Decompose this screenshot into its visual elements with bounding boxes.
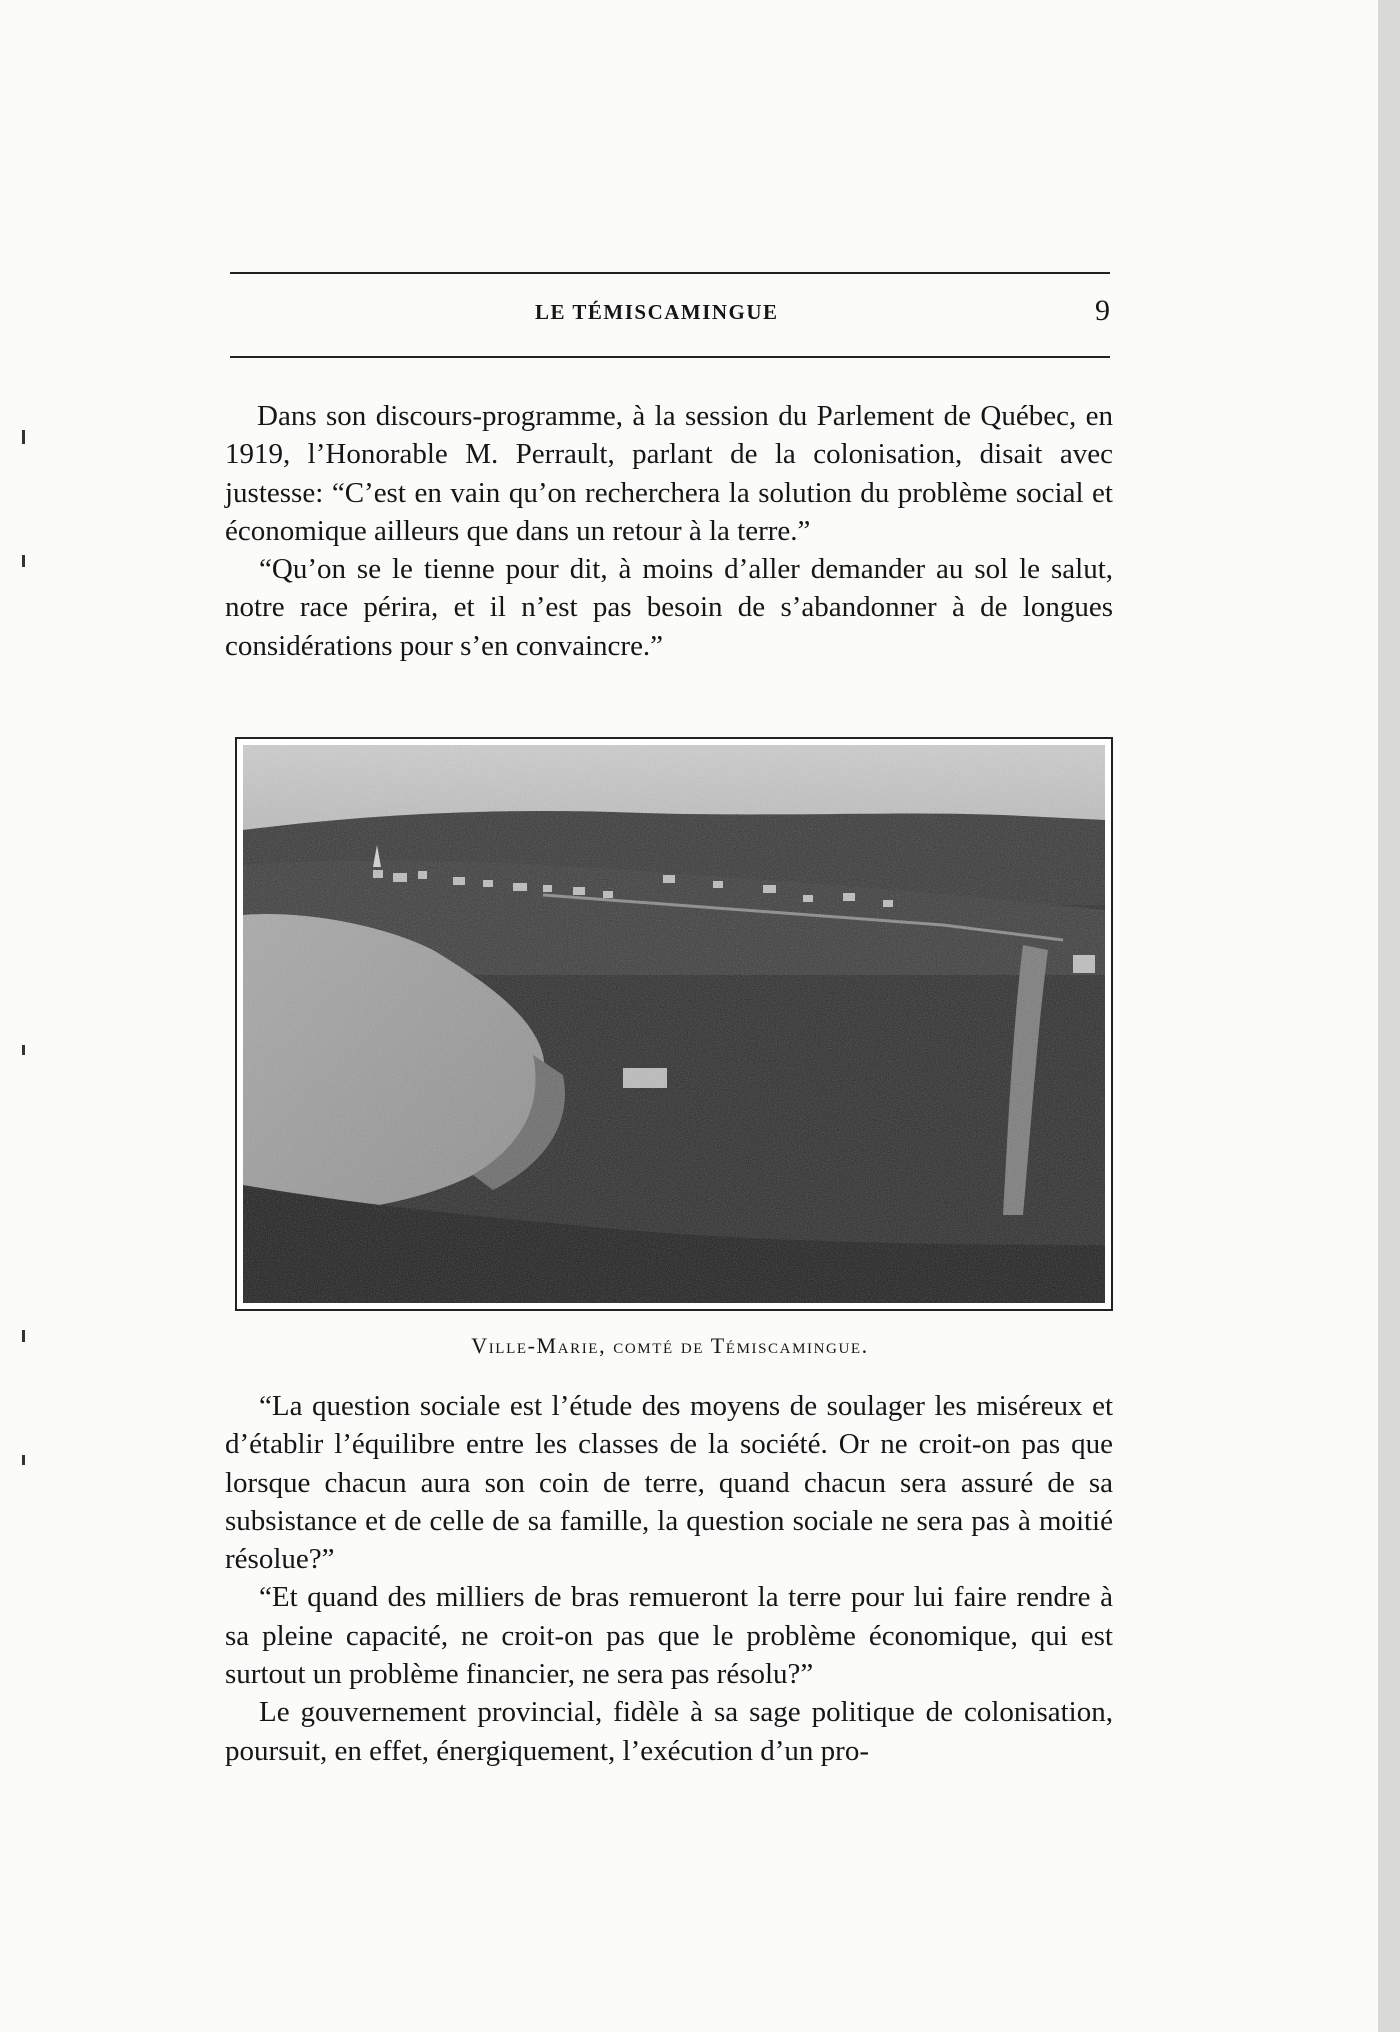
running-title: LE TÉMISCAMINGUE bbox=[535, 300, 779, 324]
scan-edge-mark bbox=[22, 1455, 25, 1465]
paragraph: “Qu’on se le tienne pour dit, à moins d’aller demander au sol le salut, notre race périra, et il n’est pas besoin de s’abandonner à de longues considérations pour s’en convaincre.” bbox=[225, 553, 1113, 662]
landscape-photo bbox=[243, 745, 1105, 1303]
scan-edge-mark bbox=[22, 430, 25, 444]
page-edge-shadow bbox=[1378, 0, 1400, 2032]
paragraph: Le gouvernement provincial, fidèle à sa sage politique de colonisation, poursuit, en effet, énergiquement, l’exécution d’un pro- bbox=[225, 1696, 1113, 1767]
photograph bbox=[235, 737, 1113, 1311]
paragraph: Dans son discours-programme, à la session du Parlement de Québec, en 1919, l’Honorable M. Perrault, parlant de la colonisation, disait avec justesse: “C’est en vain qu’on recherchera la solution du problème social et économique ailleurs que dans un retour à la terre.” bbox=[225, 400, 1113, 547]
scan-edge-mark bbox=[22, 1045, 25, 1055]
page-number: 9 bbox=[1095, 294, 1110, 327]
photo-caption bbox=[230, 1333, 1110, 1359]
scan-edge-mark bbox=[22, 1330, 25, 1342]
paragraph: “Et quand des milliers de bras remueront la terre pour lui faire rendre à sa pleine capacité, ne croit-on pas que le problème économique, qui est surtout un problème financier, ne sera pas résolu?” bbox=[225, 1581, 1113, 1691]
header-rule-bottom bbox=[230, 356, 1110, 358]
text-block-bottom bbox=[225, 1387, 1113, 1770]
text-block-top bbox=[225, 397, 1113, 665]
caption-text: Ville-Marie, comté de Témiscamingue. bbox=[471, 1333, 869, 1358]
running-head bbox=[230, 294, 1110, 338]
scan-edge-mark bbox=[22, 555, 25, 567]
header-rule-top bbox=[230, 272, 1110, 274]
paragraph: “La question sociale est l’étude des moyens de soulager les miséreux et d’établir l’équilibre entre les classes de la société. Or ne croit-on pas que lorsque chacun aura son coin de terre, quand chacun sera assuré de sa subsistance et de celle de sa famille, la question sociale ne sera pas à moitié résolue?” bbox=[225, 1390, 1113, 1576]
